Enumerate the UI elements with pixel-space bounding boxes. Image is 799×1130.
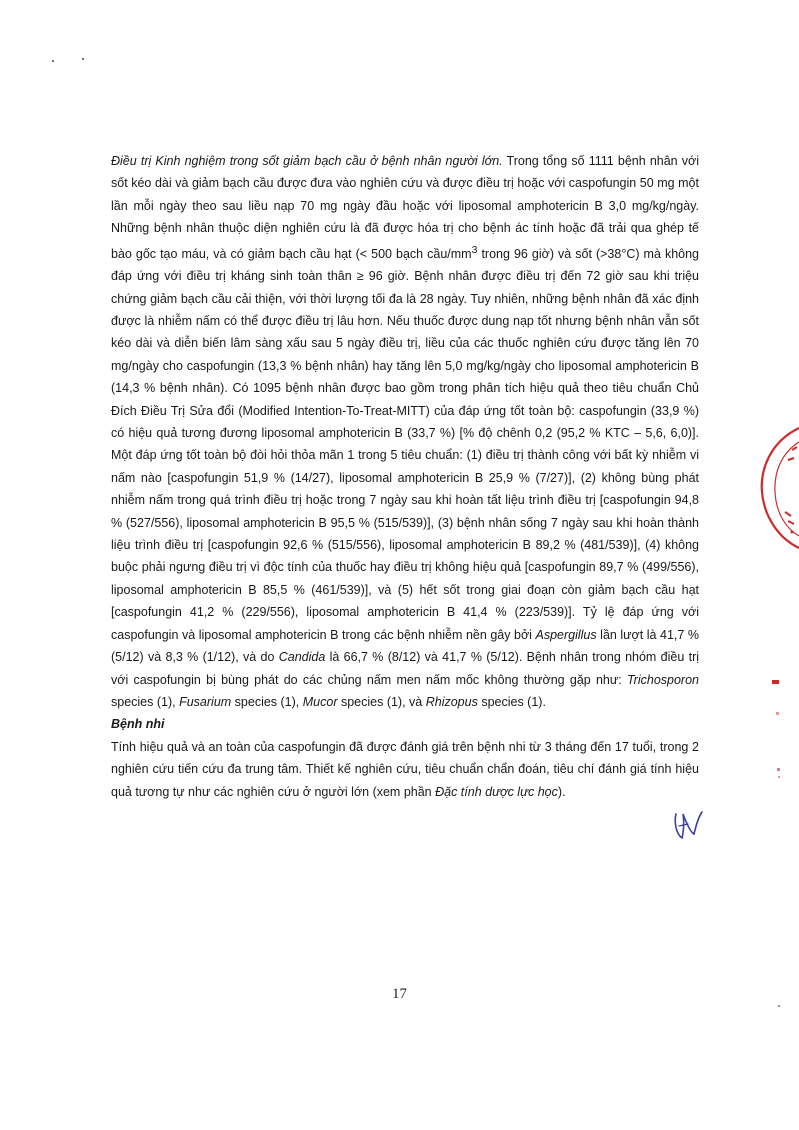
paragraph-text: lần lượt là 41,7 % (5/12) và 8,3 % (1/12), và do [111, 627, 699, 665]
paragraph-text: Trong tổng số 1111 bệnh nhân với sốt kéo dài và giảm bạch cầu được đưa vào nghiên cứu và được điều trị hoặc với caspofungin 50 mg một lần mỗi ngày theo sau liều nạp 70 mg ngày đầu hoặc với liposomal amphotericin B 3,0 mg/kg/ngày. Những bệnh nhân thuộc diện nghiên cứu là đã được hóa trị cho bệnh ác tính hoặc đã trải qua ghép tế bào gốc tạo máu, và có giảm bạch cầu hạt (< 500 bạch cầu/mm [111, 154, 699, 261]
section-reference: Đặc tính dược lực học [435, 784, 558, 799]
heading-pediatric: Bệnh nhi [111, 717, 165, 732]
paragraph-empirical-therapy [111, 150, 699, 713]
species-name: Rhizopus [425, 694, 478, 709]
paragraph-text: ). [557, 784, 566, 799]
paragraph-text: trong 96 giờ) và sốt (>38°C) mà không đáp ứng với điều trị kháng sinh toàn thân ≥ 96 giờ. Bệnh nhân được điều trị đến 72 giờ sau khi triệu chứng giảm bạch cầu cải thiện, với thời lượng tối đa là 28 ngày. Tuy nhiên, những bệnh nhân đã xác định được là nhiễm nấm có thể được điều trị lâu hơn. Nếu thuốc được dung nạp tốt nhưng bệnh nhân vẫn sốt kéo dài và diễn biến lâm sàng xấu sau 5 ngày điều trị, liều của các thuốc nghiên cứu được tăng lên 70 mg/ngày cho caspofungin (13,3 % bệnh nhân) hay tăng lên 5,0 mg/kg/ngày cho liposomal amphotericin B (14,3 % bệnh nhân). Có 1095 bệnh nhân được bao gồm trong phân tích hiệu quả theo tiêu chuẩn Chủ Đích Điều Trị Sửa đổi (Modified Intention-To-Treat-MITT) của đáp ứng tốt toàn bộ: caspofungin (33,9 %) có hiệu quả tương đương liposomal amphotericin B (33,7 %) [% độ chênh 0,2 (95,2 % KTC – 5,6, 6,0)]. Một đáp ứng tốt toàn bộ đòi hỏi thỏa mãn 1 trong 5 tiêu chuẩn: (1) điều trị thành công với bất kỳ nhiễm vi nấm nào [caspofungin 51,9 % (14/27), liposomal amphotericin B 25,9 % (7/27)], (2) không bùng phát nhiễm nấm trong quá trình điều trị hoặc trong 7 ngày sau khi hoàn tất liệu trình điều trị [caspofungin 94,8 % (527/556), liposomal amphotericin B 95,5 % (515/539)], (3) bệnh nhân sống 7 ngày sau khi hoàn thành liệu trình điều trị [caspofungin 92,6 % (515/556), liposomal amphotericin B 89,2 % (481/539)], (4) không buộc phải ngưng điều trị vì độc tính của thuốc hay điều trị không hiệu quả [caspofungin 89,7 % (499/556), liposomal amphotericin B 85,5 % (461/539)], và (5) hết sốt trong giai đoạn còn giảm bạch cầu hạt [caspofungin 41,2 % (229/556), liposomal amphotericin B 41,4 % (223/539)]. Tỷ lệ đáp ứng với caspofungin và liposomal amphotericin B trong các bệnh nhiễm nền gây bởi [111, 246, 699, 642]
superscript: 3 [471, 244, 478, 256]
species-name: Mucor [302, 694, 338, 709]
stamp-icon [752, 420, 799, 560]
species-name: Trichosporon [626, 672, 699, 687]
page-number: 17 [392, 986, 407, 1002]
paragraph-text: species (1), [111, 694, 180, 709]
paragraph-text: species (1), [231, 694, 303, 709]
signature-icon [670, 808, 710, 844]
document-body [111, 150, 699, 803]
paragraph-text: species (1). [477, 694, 546, 709]
species-name: Candida [278, 650, 326, 665]
species-name: Aspergillus [535, 627, 597, 642]
paragraph-lead: Điều trị Kinh nghiệm trong sốt giảm bạch cầu ở bệnh nhân người lớn. [111, 154, 503, 168]
species-name: Fusarium [179, 694, 232, 709]
paragraph-text: là 66,7 % (8/12) và 41,7 % (5/12). Bệnh nhân trong nhóm điều trị với caspofungin bị bùng phát do các chủng nấm men nấm mốc không thường gặp như: [111, 650, 700, 687]
paragraph-text: species (1), và [337, 694, 426, 709]
paragraph-pediatric [111, 736, 699, 803]
paragraph-text: Tính hiệu quả và an toàn của caspofungin đã được đánh giá trên bệnh nhi từ 3 tháng đến 17 tuổi, trong 2 nghiên cứu tiến cứu đa trung tâm. Thiết kế nghiên cứu, tiêu chuẩn chẩn đoán, tiêu chí đánh giá tính hiệu quả tương tự như các nghiên cứu ở người lớn (xem phần [111, 739, 699, 799]
